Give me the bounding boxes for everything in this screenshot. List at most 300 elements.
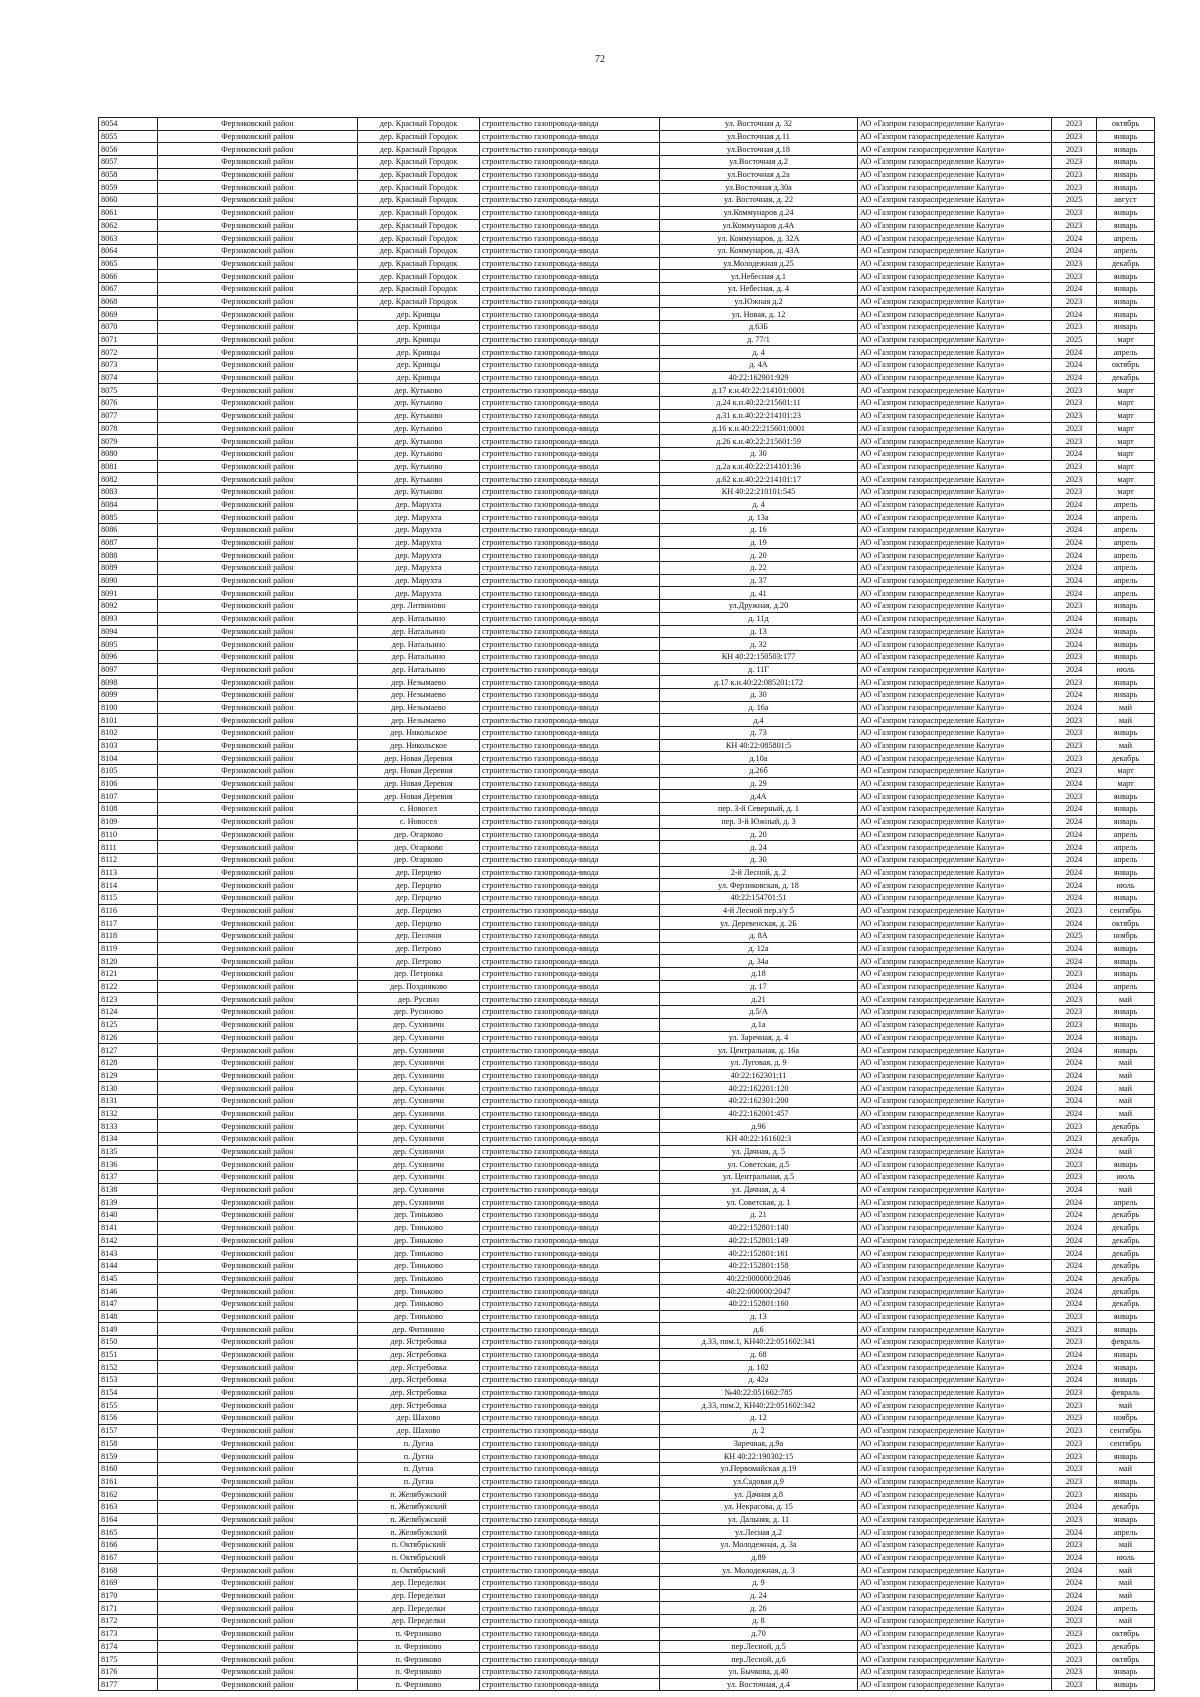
row-number-cell: 8165 xyxy=(99,1526,158,1539)
address-cell: ул. Ферзиковская, д. 18 xyxy=(660,879,858,892)
district-cell: Ферзиковский район xyxy=(158,168,358,181)
year-cell: 2024 xyxy=(1052,1107,1097,1120)
work-type-cell: строительство газопровода-ввода xyxy=(480,841,660,854)
work-type-cell: строительство газопровода-ввода xyxy=(480,181,660,194)
month-cell: апрель xyxy=(1097,853,1155,866)
table-row xyxy=(99,1031,1155,1044)
organization-cell: АО «Газпром газораспределение Калуга» xyxy=(858,1056,1052,1069)
year-cell: 2024 xyxy=(1052,853,1097,866)
year-cell: 2023 xyxy=(1052,1539,1097,1552)
district-cell: Ферзиковский район xyxy=(158,638,358,651)
month-cell: январь xyxy=(1097,1006,1155,1019)
settlement-cell: дер. Тиньково xyxy=(358,1234,480,1247)
work-type-cell: строительство газопровода-ввода xyxy=(480,232,660,245)
month-cell: май xyxy=(1097,1539,1155,1552)
organization-cell: АО «Газпром газораспределение Калуга» xyxy=(858,485,1052,498)
district-cell: Ферзиковский район xyxy=(158,676,358,689)
table-row xyxy=(99,828,1155,841)
month-cell: январь xyxy=(1097,1310,1155,1323)
month-cell: апрель xyxy=(1097,524,1155,537)
month-cell: сентябрь xyxy=(1097,1424,1155,1437)
work-type-cell: строительство газопровода-ввода xyxy=(480,1412,660,1425)
table-row xyxy=(99,1374,1155,1387)
row-number-cell: 8166 xyxy=(99,1539,158,1552)
work-type-cell: строительство газопровода-ввода xyxy=(480,1627,660,1640)
month-cell: январь xyxy=(1097,790,1155,803)
month-cell: январь xyxy=(1097,1361,1155,1374)
work-type-cell: строительство газопровода-ввода xyxy=(480,612,660,625)
address-cell: д.17 к.н.40:22:085201:172 xyxy=(660,676,858,689)
row-number-cell: 8152 xyxy=(99,1361,158,1374)
row-number-cell: 8173 xyxy=(99,1627,158,1640)
work-type-cell: строительство газопровода-ввода xyxy=(480,270,660,283)
month-cell: январь xyxy=(1097,600,1155,613)
row-number-cell: 8168 xyxy=(99,1564,158,1577)
organization-cell: АО «Газпром газораспределение Калуга» xyxy=(858,270,1052,283)
work-type-cell: строительство газопровода-ввода xyxy=(480,562,660,575)
organization-cell: АО «Газпром газораспределение Калуга» xyxy=(858,1259,1052,1272)
row-number-cell: 8121 xyxy=(99,968,158,981)
table-row xyxy=(99,1450,1155,1463)
settlement-cell: дер. Сухиничи xyxy=(358,1196,480,1209)
organization-cell: АО «Газпром газораспределение Калуга» xyxy=(858,917,1052,930)
settlement-cell: дер. Литвиново xyxy=(358,600,480,613)
district-cell: Ферзиковский район xyxy=(158,1133,358,1146)
work-type-cell: строительство газопровода-ввода xyxy=(480,1107,660,1120)
work-type-cell: строительство газопровода-ввода xyxy=(480,1551,660,1564)
organization-cell: АО «Газпром газораспределение Калуга» xyxy=(858,600,1052,613)
table-row xyxy=(99,1665,1155,1678)
table-row xyxy=(99,1234,1155,1247)
organization-cell: АО «Газпром газораспределение Калуга» xyxy=(858,1044,1052,1057)
settlement-cell: п. Желябужский xyxy=(358,1500,480,1513)
year-cell: 2024 xyxy=(1052,866,1097,879)
table-row xyxy=(99,1183,1155,1196)
organization-cell: АО «Газпром газораспределение Калуга» xyxy=(858,409,1052,422)
month-cell: январь xyxy=(1097,1475,1155,1488)
organization-cell: АО «Газпром газораспределение Калуга» xyxy=(858,853,1052,866)
district-cell: Ферзиковский район xyxy=(158,156,358,169)
row-number-cell: 8104 xyxy=(99,752,158,765)
organization-cell: АО «Газпром газораспределение Калуга» xyxy=(858,1412,1052,1425)
month-cell: апрель xyxy=(1097,232,1155,245)
address-cell: д. 20 xyxy=(660,549,858,562)
table-row xyxy=(99,562,1155,575)
row-number-cell: 8091 xyxy=(99,587,158,600)
address-cell: ул. Коммунаров, д. 43А xyxy=(660,244,858,257)
district-cell: Ферзиковский район xyxy=(158,524,358,537)
district-cell: Ферзиковский район xyxy=(158,1209,358,1222)
work-type-cell: строительство газопровода-ввода xyxy=(480,1653,660,1666)
address-cell: ул.Восточная д.2а xyxy=(660,168,858,181)
table-row xyxy=(99,1297,1155,1310)
organization-cell: АО «Газпром газораспределение Калуга» xyxy=(858,1082,1052,1095)
address-cell: 4-й Лесной пер.з/у 5 xyxy=(660,904,858,917)
row-number-cell: 8167 xyxy=(99,1551,158,1564)
district-cell: Ферзиковский район xyxy=(158,118,358,131)
district-cell: Ферзиковский район xyxy=(158,1259,358,1272)
address-cell: д. 11Г xyxy=(660,663,858,676)
row-number-cell: 8115 xyxy=(99,891,158,904)
district-cell: Ферзиковский район xyxy=(158,1665,358,1678)
district-cell: Ферзиковский район xyxy=(158,409,358,422)
district-cell: Ферзиковский район xyxy=(158,1082,358,1095)
month-cell: декабрь xyxy=(1097,752,1155,765)
district-cell: Ферзиковский район xyxy=(158,930,358,943)
year-cell: 2024 xyxy=(1052,1374,1097,1387)
settlement-cell: дер. Марухта xyxy=(358,562,480,575)
year-cell: 2023 xyxy=(1052,1323,1097,1336)
year-cell: 2023 xyxy=(1052,1171,1097,1184)
table-row xyxy=(99,1133,1155,1146)
organization-cell: АО «Газпром газораспределение Калуга» xyxy=(858,1006,1052,1019)
year-cell: 2023 xyxy=(1052,1158,1097,1171)
organization-cell: АО «Газпром газораспределение Калуга» xyxy=(858,1133,1052,1146)
district-cell: Ферзиковский район xyxy=(158,701,358,714)
work-type-cell: строительство газопровода-ввода xyxy=(480,257,660,270)
settlement-cell: дер. Шахово xyxy=(358,1424,480,1437)
row-number-cell: 8150 xyxy=(99,1336,158,1349)
row-number-cell: 8084 xyxy=(99,498,158,511)
table-row xyxy=(99,1069,1155,1082)
settlement-cell: дер. Переделки xyxy=(358,1577,480,1590)
year-cell: 2023 xyxy=(1052,206,1097,219)
district-cell: Ферзиковский район xyxy=(158,955,358,968)
address-cell: д. 32 xyxy=(660,638,858,651)
table-row xyxy=(99,1348,1155,1361)
address-cell: д. 30 xyxy=(660,853,858,866)
row-number-cell: 8111 xyxy=(99,841,158,854)
table-row xyxy=(99,752,1155,765)
district-cell: Ферзиковский район xyxy=(158,244,358,257)
work-type-cell: строительство газопровода-ввода xyxy=(480,1183,660,1196)
organization-cell: АО «Газпром газораспределение Калуга» xyxy=(858,435,1052,448)
district-cell: Ферзиковский район xyxy=(158,815,358,828)
address-cell: д. 30 xyxy=(660,688,858,701)
address-cell: д. 24 xyxy=(660,1589,858,1602)
work-type-cell: строительство газопровода-ввода xyxy=(480,130,660,143)
table-row xyxy=(99,1145,1155,1158)
organization-cell: АО «Газпром газораспределение Калуга» xyxy=(858,257,1052,270)
district-cell: Ферзиковский район xyxy=(158,1145,358,1158)
table-row xyxy=(99,676,1155,689)
district-cell: Ферзиковский район xyxy=(158,625,358,638)
work-type-cell: строительство газопровода-ввода xyxy=(480,968,660,981)
month-cell: январь xyxy=(1097,143,1155,156)
year-cell: 2023 xyxy=(1052,1412,1097,1425)
organization-cell: АО «Газпром газораспределение Калуга» xyxy=(858,1221,1052,1234)
district-cell: Ферзиковский район xyxy=(158,1348,358,1361)
year-cell: 2023 xyxy=(1052,1336,1097,1349)
organization-cell: АО «Газпром газораспределение Калуга» xyxy=(858,1323,1052,1336)
district-cell: Ферзиковский район xyxy=(158,841,358,854)
table-row xyxy=(99,1539,1155,1552)
table-row xyxy=(99,270,1155,283)
work-type-cell: строительство газопровода-ввода xyxy=(480,1589,660,1602)
month-cell: апрель xyxy=(1097,536,1155,549)
year-cell: 2023 xyxy=(1052,1424,1097,1437)
year-cell: 2023 xyxy=(1052,1399,1097,1412)
organization-cell: АО «Газпром газораспределение Калуга» xyxy=(858,460,1052,473)
month-cell: март xyxy=(1097,473,1155,486)
district-cell: Ферзиковский район xyxy=(158,257,358,270)
table-row xyxy=(99,244,1155,257)
settlement-cell: дер. Сухиничи xyxy=(358,1183,480,1196)
row-number-cell: 8067 xyxy=(99,282,158,295)
work-type-cell: строительство газопровода-ввода xyxy=(480,1665,660,1678)
organization-cell: АО «Газпром газораспределение Калуга» xyxy=(858,942,1052,955)
row-number-cell: 8143 xyxy=(99,1247,158,1260)
table-row xyxy=(99,321,1155,334)
settlement-cell: п. Ферзиково xyxy=(358,1653,480,1666)
district-cell: Ферзиковский район xyxy=(158,1475,358,1488)
row-number-cell: 8075 xyxy=(99,384,158,397)
row-number-cell: 8157 xyxy=(99,1424,158,1437)
year-cell: 2023 xyxy=(1052,384,1097,397)
row-number-cell: 8134 xyxy=(99,1133,158,1146)
address-cell: ул. Дачная, д. 5 xyxy=(660,1145,858,1158)
month-cell: январь xyxy=(1097,866,1155,879)
address-cell: д. 16а xyxy=(660,701,858,714)
month-cell: май xyxy=(1097,739,1155,752)
month-cell: март xyxy=(1097,384,1155,397)
month-cell: январь xyxy=(1097,688,1155,701)
row-number-cell: 8130 xyxy=(99,1082,158,1095)
row-number-cell: 8105 xyxy=(99,765,158,778)
month-cell: сентябрь xyxy=(1097,1437,1155,1450)
work-type-cell: строительство газопровода-ввода xyxy=(480,1361,660,1374)
row-number-cell: 8159 xyxy=(99,1450,158,1463)
year-cell: 2024 xyxy=(1052,815,1097,828)
table-row xyxy=(99,130,1155,143)
district-cell: Ферзиковский район xyxy=(158,397,358,410)
month-cell: октябрь xyxy=(1097,359,1155,372)
year-cell: 2023 xyxy=(1052,650,1097,663)
table-row xyxy=(99,1361,1155,1374)
district-cell: Ферзиковский район xyxy=(158,384,358,397)
row-number-cell: 8128 xyxy=(99,1056,158,1069)
work-type-cell: строительство газопровода-ввода xyxy=(480,866,660,879)
table-row xyxy=(99,1475,1155,1488)
address-cell: ул.Южная д.2 xyxy=(660,295,858,308)
work-type-cell: строительство газопровода-ввода xyxy=(480,1120,660,1133)
year-cell: 2023 xyxy=(1052,1450,1097,1463)
month-cell: апрель xyxy=(1097,511,1155,524)
settlement-cell: дер. Кутьково xyxy=(358,447,480,460)
row-number-cell: 8079 xyxy=(99,435,158,448)
address-cell: д. 29 xyxy=(660,777,858,790)
settlement-cell: дер. Никольское xyxy=(358,727,480,740)
settlement-cell: п. Дугна xyxy=(358,1450,480,1463)
district-cell: Ферзиковский район xyxy=(158,232,358,245)
table-row xyxy=(99,1653,1155,1666)
district-cell: Ферзиковский район xyxy=(158,1285,358,1298)
table-row xyxy=(99,1107,1155,1120)
month-cell: март xyxy=(1097,435,1155,448)
month-cell: январь xyxy=(1097,308,1155,321)
table-row xyxy=(99,397,1155,410)
table-row xyxy=(99,777,1155,790)
district-cell: Ферзиковский район xyxy=(158,181,358,194)
table-row xyxy=(99,282,1155,295)
row-number-cell: 8114 xyxy=(99,879,158,892)
organization-cell: АО «Газпром газораспределение Калуга» xyxy=(858,1336,1052,1349)
year-cell: 2024 xyxy=(1052,891,1097,904)
year-cell: 2024 xyxy=(1052,1056,1097,1069)
month-cell: январь xyxy=(1097,130,1155,143)
year-cell: 2023 xyxy=(1052,181,1097,194)
address-cell: 40:22:162001:457 xyxy=(660,1107,858,1120)
month-cell: май xyxy=(1097,1564,1155,1577)
work-type-cell: строительство газопровода-ввода xyxy=(480,1539,660,1552)
settlement-cell: дер. Кривцы xyxy=(358,321,480,334)
address-cell: д. 73 xyxy=(660,727,858,740)
settlement-cell: п. Октябрьский xyxy=(358,1564,480,1577)
year-cell: 2024 xyxy=(1052,1031,1097,1044)
work-type-cell: строительство газопровода-ввода xyxy=(480,1158,660,1171)
address-cell: д.31 к.н.40:22:214101:23 xyxy=(660,409,858,422)
month-cell: март xyxy=(1097,333,1155,346)
row-number-cell: 8059 xyxy=(99,181,158,194)
row-number-cell: 8127 xyxy=(99,1044,158,1057)
table-row xyxy=(99,333,1155,346)
row-number-cell: 8100 xyxy=(99,701,158,714)
settlement-cell: дер. Красный Городок xyxy=(358,118,480,131)
row-number-cell: 8074 xyxy=(99,371,158,384)
month-cell: октябрь xyxy=(1097,1653,1155,1666)
settlement-cell: дер. Натальино xyxy=(358,625,480,638)
work-type-cell: строительство газопровода-ввода xyxy=(480,1615,660,1628)
year-cell: 2024 xyxy=(1052,917,1097,930)
row-number-cell: 8103 xyxy=(99,739,158,752)
settlement-cell: п. Ферзиково xyxy=(358,1640,480,1653)
work-type-cell: строительство газопровода-ввода xyxy=(480,765,660,778)
month-cell: январь xyxy=(1097,942,1155,955)
row-number-cell: 8090 xyxy=(99,574,158,587)
district-cell: Ферзиковский район xyxy=(158,1171,358,1184)
row-number-cell: 8101 xyxy=(99,714,158,727)
year-cell: 2024 xyxy=(1052,1348,1097,1361)
address-cell: пер.Лесной, д.6 xyxy=(660,1653,858,1666)
year-cell: 2023 xyxy=(1052,968,1097,981)
work-type-cell: строительство газопровода-ввода xyxy=(480,1133,660,1146)
settlement-cell: дер. Сухиничи xyxy=(358,1094,480,1107)
district-cell: Ферзиковский район xyxy=(158,980,358,993)
table-row xyxy=(99,625,1155,638)
district-cell: Ферзиковский район xyxy=(158,333,358,346)
organization-cell: АО «Газпром газораспределение Калуга» xyxy=(858,1361,1052,1374)
settlement-cell: дер. Тиньково xyxy=(358,1272,480,1285)
address-cell: д.4А xyxy=(660,790,858,803)
settlement-cell: дер. Переделки xyxy=(358,1589,480,1602)
month-cell: июль xyxy=(1097,879,1155,892)
district-cell: Ферзиковский район xyxy=(158,206,358,219)
organization-cell: АО «Газпром газораспределение Калуга» xyxy=(858,524,1052,537)
address-cell: ул.Коммунаров д.4А xyxy=(660,219,858,232)
address-cell: д.70 xyxy=(660,1627,858,1640)
year-cell: 2023 xyxy=(1052,1018,1097,1031)
year-cell: 2024 xyxy=(1052,688,1097,701)
row-number-cell: 8071 xyxy=(99,333,158,346)
row-number-cell: 8077 xyxy=(99,409,158,422)
organization-cell: АО «Газпром газораспределение Калуга» xyxy=(858,752,1052,765)
year-cell: 2024 xyxy=(1052,1272,1097,1285)
year-cell: 2023 xyxy=(1052,130,1097,143)
address-cell: д.33, пом.1, КН40:22:051602:341 xyxy=(660,1336,858,1349)
work-type-cell: строительство газопровода-ввода xyxy=(480,993,660,1006)
organization-cell: АО «Газпром газораспределение Калуга» xyxy=(858,156,1052,169)
settlement-cell: п. Октябрьский xyxy=(358,1539,480,1552)
row-number-cell: 8097 xyxy=(99,663,158,676)
address-cell: ул. Луговая, д. 9 xyxy=(660,1056,858,1069)
settlement-cell: дер. Незымаево xyxy=(358,676,480,689)
work-type-cell: строительство газопровода-ввода xyxy=(480,1513,660,1526)
settlement-cell: дер. Переделки xyxy=(358,1602,480,1615)
settlement-cell: дер. Сухиничи xyxy=(358,1044,480,1057)
district-cell: Ферзиковский район xyxy=(158,1577,358,1590)
table-row xyxy=(99,1158,1155,1171)
district-cell: Ферзиковский район xyxy=(158,1399,358,1412)
settlement-cell: п. Ферзиково xyxy=(358,1678,480,1691)
work-type-cell: строительство газопровода-ввода xyxy=(480,1171,660,1184)
work-type-cell: строительство газопровода-ввода xyxy=(480,942,660,955)
table-row xyxy=(99,1488,1155,1501)
address-cell: ул.Лесная д.2 xyxy=(660,1526,858,1539)
year-cell: 2023 xyxy=(1052,1488,1097,1501)
settlement-cell: дер. Русиново xyxy=(358,1006,480,1019)
month-cell: апрель xyxy=(1097,562,1155,575)
row-number-cell: 8177 xyxy=(99,1678,158,1691)
work-type-cell: строительство газопровода-ввода xyxy=(480,777,660,790)
row-number-cell: 8161 xyxy=(99,1475,158,1488)
settlement-cell: дер. Перцево xyxy=(358,917,480,930)
month-cell: январь xyxy=(1097,612,1155,625)
address-cell: 40:22:162301:11 xyxy=(660,1069,858,1082)
table-row xyxy=(99,1627,1155,1640)
address-cell: д. 4 xyxy=(660,346,858,359)
district-cell: Ферзиковский район xyxy=(158,143,358,156)
district-cell: Ферзиковский район xyxy=(158,1031,358,1044)
row-number-cell: 8145 xyxy=(99,1272,158,1285)
table-row xyxy=(99,663,1155,676)
table-row xyxy=(99,1247,1155,1260)
organization-cell: АО «Газпром газораспределение Калуга» xyxy=(858,1247,1052,1260)
page-number: 72 xyxy=(595,54,605,65)
address-cell: д.1а xyxy=(660,1018,858,1031)
table-row xyxy=(99,460,1155,473)
organization-cell: АО «Газпром газораспределение Калуга» xyxy=(858,841,1052,854)
address-cell: д. 13 xyxy=(660,625,858,638)
table-row xyxy=(99,1094,1155,1107)
row-number-cell: 8153 xyxy=(99,1374,158,1387)
work-type-cell: строительство газопровода-ввода xyxy=(480,663,660,676)
table-row xyxy=(99,587,1155,600)
settlement-cell: дер. Петрово xyxy=(358,942,480,955)
row-number-cell: 8057 xyxy=(99,156,158,169)
address-cell: ул. Восточная д. 32 xyxy=(660,118,858,131)
district-cell: Ферзиковский район xyxy=(158,1374,358,1387)
settlement-cell: дер. Перцево xyxy=(358,879,480,892)
month-cell: март xyxy=(1097,485,1155,498)
district-cell: Ферзиковский район xyxy=(158,1107,358,1120)
district-cell: Ферзиковский район xyxy=(158,1297,358,1310)
work-type-cell: строительство газопровода-ввода xyxy=(480,815,660,828)
organization-cell: АО «Газпром газораспределение Калуга» xyxy=(858,549,1052,562)
year-cell: 2024 xyxy=(1052,511,1097,524)
settlement-cell: дер. Тиньково xyxy=(358,1259,480,1272)
row-number-cell: 8086 xyxy=(99,524,158,537)
district-cell: Ферзиковский район xyxy=(158,1450,358,1463)
